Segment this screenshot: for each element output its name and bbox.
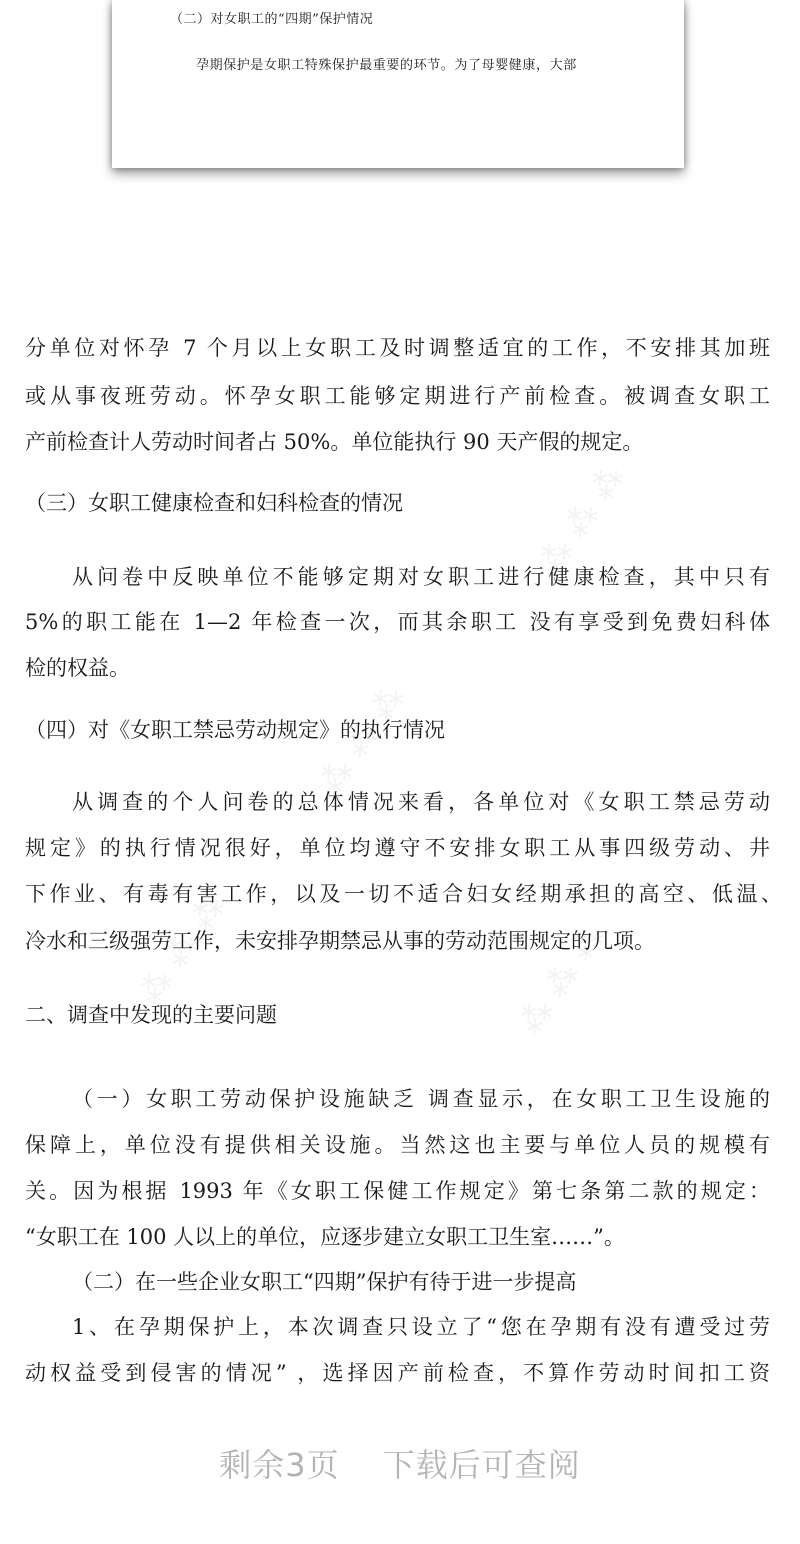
body-line: “女职工在 100 人以上的单位，应逐步建立女职工卫生室……”。 <box>25 1225 625 1249</box>
chapter-heading: 二、调查中发现的主要问题 <box>25 1003 277 1027</box>
watermark: ⁂ ⁂ ⁂ <box>309 677 414 803</box>
body-line: 保障上，单位没有提供相关设施。当然这也主要与单位人员的规模有 <box>25 1133 770 1157</box>
download-hint-label: 下载后可查阅 <box>382 1446 581 1484</box>
body-line: 冷水和三级强劳工作，未安排孕期禁忌从事的劳动范围规定的几项。 <box>25 929 655 953</box>
body-line: 检的权益。 <box>25 656 130 680</box>
body-line: 或从事夜班劳动。怀孕女职工能够定期进行产前检查。被调查女职工 <box>25 384 770 408</box>
section-heading: （四）对《女职工禁忌劳动规定》的执行情况 <box>25 718 445 742</box>
body-line: 关。因为根据 1993 年《女职工保健工作规定》第七条第二款的规定： <box>25 1179 770 1203</box>
card-section-heading: （二）对女职工的“四期”保护情况 <box>170 12 374 27</box>
watermark: ⁂ ⁂ ⁂ <box>129 887 234 1013</box>
body-line: 规定》的执行情况很好，单位均遵守不安排女职工从事四级劳动、井 <box>25 836 770 860</box>
subsection-heading: （二）在一些企业女职工“四期”保护有待于进一步提高 <box>72 1270 577 1294</box>
body-line: （一）女职工劳动保护设施缺乏 调查显示，在女职工卫生设施的 <box>72 1087 770 1111</box>
section-heading: （三）女职工健康检查和妇科检查的情况 <box>25 491 403 515</box>
card-paragraph: 孕期保护是女职工特殊保护最重要的环节。为了母婴健康，大部 <box>196 58 577 73</box>
preview-page-card <box>112 0 684 168</box>
body-line: 分单位对怀孕 7 个月以上女职工及时调整适宜的工作，不安排其加班 <box>25 336 770 360</box>
watermark: ⁂ ⁂ ⁂ <box>529 457 634 583</box>
download-prompt[interactable] <box>0 1440 800 1486</box>
watermark: ⁂ ⁂ ⁂ <box>509 917 614 1043</box>
body-line: 5%的职工能在 1—2 年检查一次，而其余职工 没有享受到免费妇科体 <box>25 610 770 634</box>
remaining-pages-label: 剩余3页 <box>219 1446 340 1484</box>
body-line: 产前检查计人劳动时间者占 50%。单位能执行 90 天产假的规定。 <box>25 430 644 454</box>
body-line: 动权益受到侵害的情况” ，选择因产前检查，不算作劳动时间扣工资 <box>25 1361 770 1385</box>
body-line: 从调查的个人问卷的总体情况来看，各单位对《女职工禁忌劳动 <box>72 790 770 814</box>
body-line: 从问卷中反映单位不能够定期对女职工进行健康检查，其中只有 <box>72 565 770 589</box>
body-line: 下作业、有毒有害工作，以及一切不适合妇女经期承担的高空、低温、 <box>25 882 782 906</box>
body-line: 1、在孕期保护上，本次调查只设立了“您在孕期有没有遭受过劳 <box>72 1315 770 1339</box>
